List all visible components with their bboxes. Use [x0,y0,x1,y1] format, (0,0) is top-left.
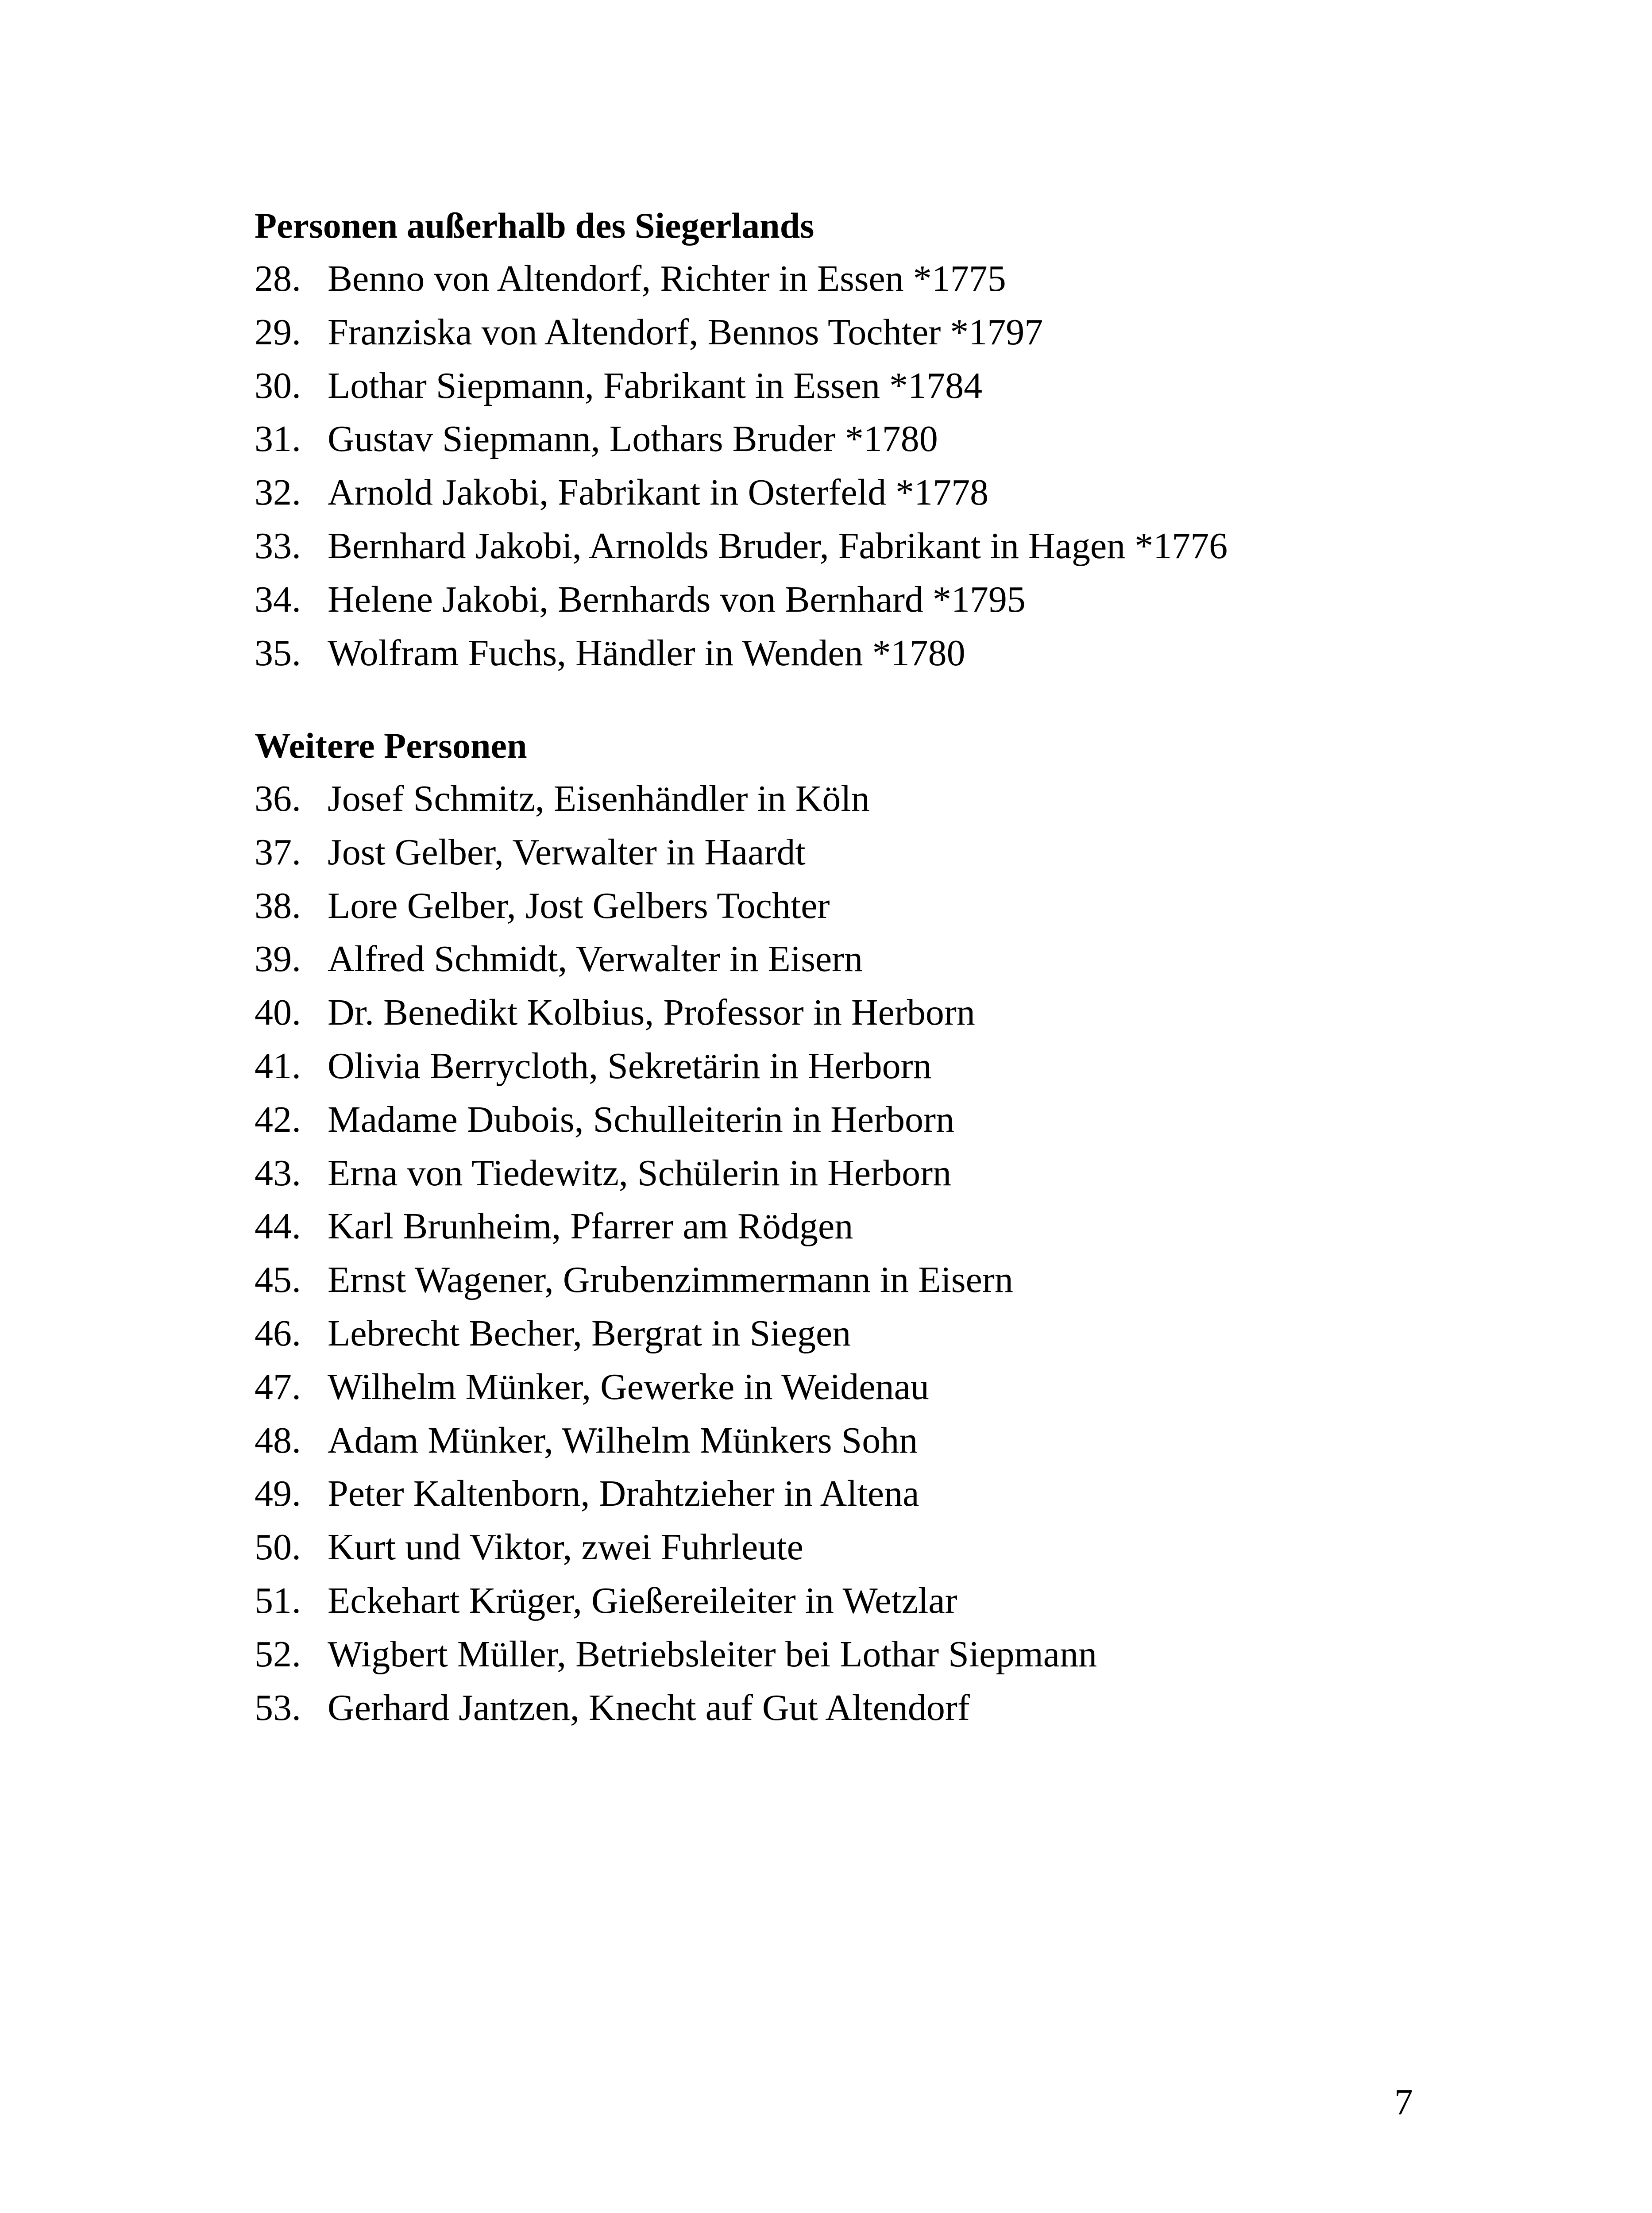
section-further-persons [255,719,1450,1735]
list-item [255,1200,1450,1253]
list-item [255,1574,1450,1628]
list-item-number: 46. [255,1312,301,1354]
list-item-text: Gerhard Jantzen, Knecht auf Gut Altendorf [328,1687,970,1728]
list-item-number: 45. [255,1259,301,1301]
list-item-text: Alfred Schmidt, Verwalter in Eisern [328,938,863,980]
list-item [255,252,1450,306]
list-item [255,573,1450,627]
list-item [255,1361,1450,1414]
list-item-text: Kurt und Viktor, zwei Fuhrleute [328,1527,803,1568]
list-item-number: 51. [255,1580,301,1621]
list-item-text: Helene Jakobi, Bernhards von Bernhard *1795 [328,578,1026,620]
list-item-text: Peter Kaltenborn, Drahtzieher in Altena [328,1473,919,1515]
list-item [255,466,1450,520]
list-item-number: 37. [255,831,301,873]
list-item-number: 44. [255,1206,301,1247]
list-item [255,359,1450,413]
list-item-text: Josef Schmitz, Eisenhändler in Köln [328,778,870,819]
list-item-number: 41. [255,1045,301,1087]
list-item-number: 38. [255,885,301,926]
list-item-text: Arnold Jakobi, Fabrikant in Osterfeld *1778 [328,472,989,513]
list-item-text: Ernst Wagener, Grubenzimmermann in Eisern [328,1259,1013,1301]
list-item [255,1467,1450,1521]
list-item-text: Lebrecht Becher, Bergrat in Siegen [328,1312,851,1354]
list-item [255,1147,1450,1200]
list-item-number: 47. [255,1366,301,1407]
list-item [255,413,1450,466]
list-item-number: 35. [255,632,301,674]
list-item [255,306,1450,359]
list-item-number: 30. [255,365,301,406]
list-item [255,1093,1450,1147]
list-item-number: 28. [255,258,301,299]
list-item-text: Erna von Tiedewitz, Schülerin in Herborn [328,1152,952,1194]
list-item [255,1521,1450,1574]
list-item-number: 52. [255,1633,301,1675]
list-item-text: Wigbert Müller, Betriebsleiter bei Lothar Siepmann [328,1633,1097,1675]
list-item [255,1040,1450,1093]
list-item-text: Franziska von Altendorf, Bennos Tochter *1797 [328,311,1043,353]
list-item-number: 43. [255,1152,301,1194]
list-item-number: 48. [255,1419,301,1461]
list-item [255,986,1450,1040]
list-item-text: Lothar Siepmann, Fabrikant in Essen *1784 [328,365,983,406]
section-heading: Personen außerhalb des Siegerlands [255,205,814,246]
list-item-text: Jost Gelber, Verwalter in Haardt [328,831,806,873]
list-item [255,933,1450,986]
list-item-number: 32. [255,472,301,513]
list-item [255,1681,1450,1735]
page-number: 7 [1394,2082,1413,2123]
list-item-number: 36. [255,778,301,819]
list-item-text: Karl Brunheim, Pfarrer am Rödgen [328,1206,853,1247]
section-heading: Weitere Personen [255,725,527,766]
person-list [255,252,1450,680]
list-item [255,520,1450,573]
list-item [255,1414,1450,1468]
list-item-text: Adam Münker, Wilhelm Münkers Sohn [328,1419,918,1461]
list-item [255,826,1450,879]
list-item [255,1307,1450,1361]
person-list [255,772,1450,1735]
list-item-number: 33. [255,525,301,567]
list-item-text: Eckehart Krüger, Gießereileiter in Wetzlar [328,1580,957,1621]
list-item [255,1628,1450,1681]
list-item-number: 31. [255,418,301,460]
list-item-text: Benno von Altendorf, Richter in Essen *1775 [328,258,1006,299]
list-item-text: Olivia Berrycloth, Sekretärin in Herborn [328,1045,932,1087]
list-item-number: 49. [255,1473,301,1515]
list-item [255,879,1450,933]
list-item-text: Bernhard Jakobi, Arnolds Bruder, Fabrikant in Hagen *1776 [328,525,1228,567]
list-item [255,627,1450,680]
list-item [255,1253,1450,1307]
list-item-text: Dr. Benedikt Kolbius, Professor in Herborn [328,992,975,1033]
list-item-number: 40. [255,992,301,1033]
list-item-number: 34. [255,578,301,620]
list-item-text: Lore Gelber, Jost Gelbers Tochter [328,885,830,926]
list-item-text: Madame Dubois, Schulleiterin in Herborn [328,1099,955,1140]
list-item [255,772,1450,826]
list-item-number: 42. [255,1099,301,1140]
list-item-number: 29. [255,311,301,353]
list-item-text: Wolfram Fuchs, Händler in Wenden *1780 [328,632,965,674]
list-item-number: 39. [255,938,301,980]
list-item-number: 50. [255,1527,301,1568]
section-persons-outside-siegerland [255,199,1450,680]
list-item-text: Wilhelm Münker, Gewerke in Weidenau [328,1366,929,1407]
list-item-number: 53. [255,1687,301,1728]
list-item-text: Gustav Siepmann, Lothars Bruder *1780 [328,418,938,460]
